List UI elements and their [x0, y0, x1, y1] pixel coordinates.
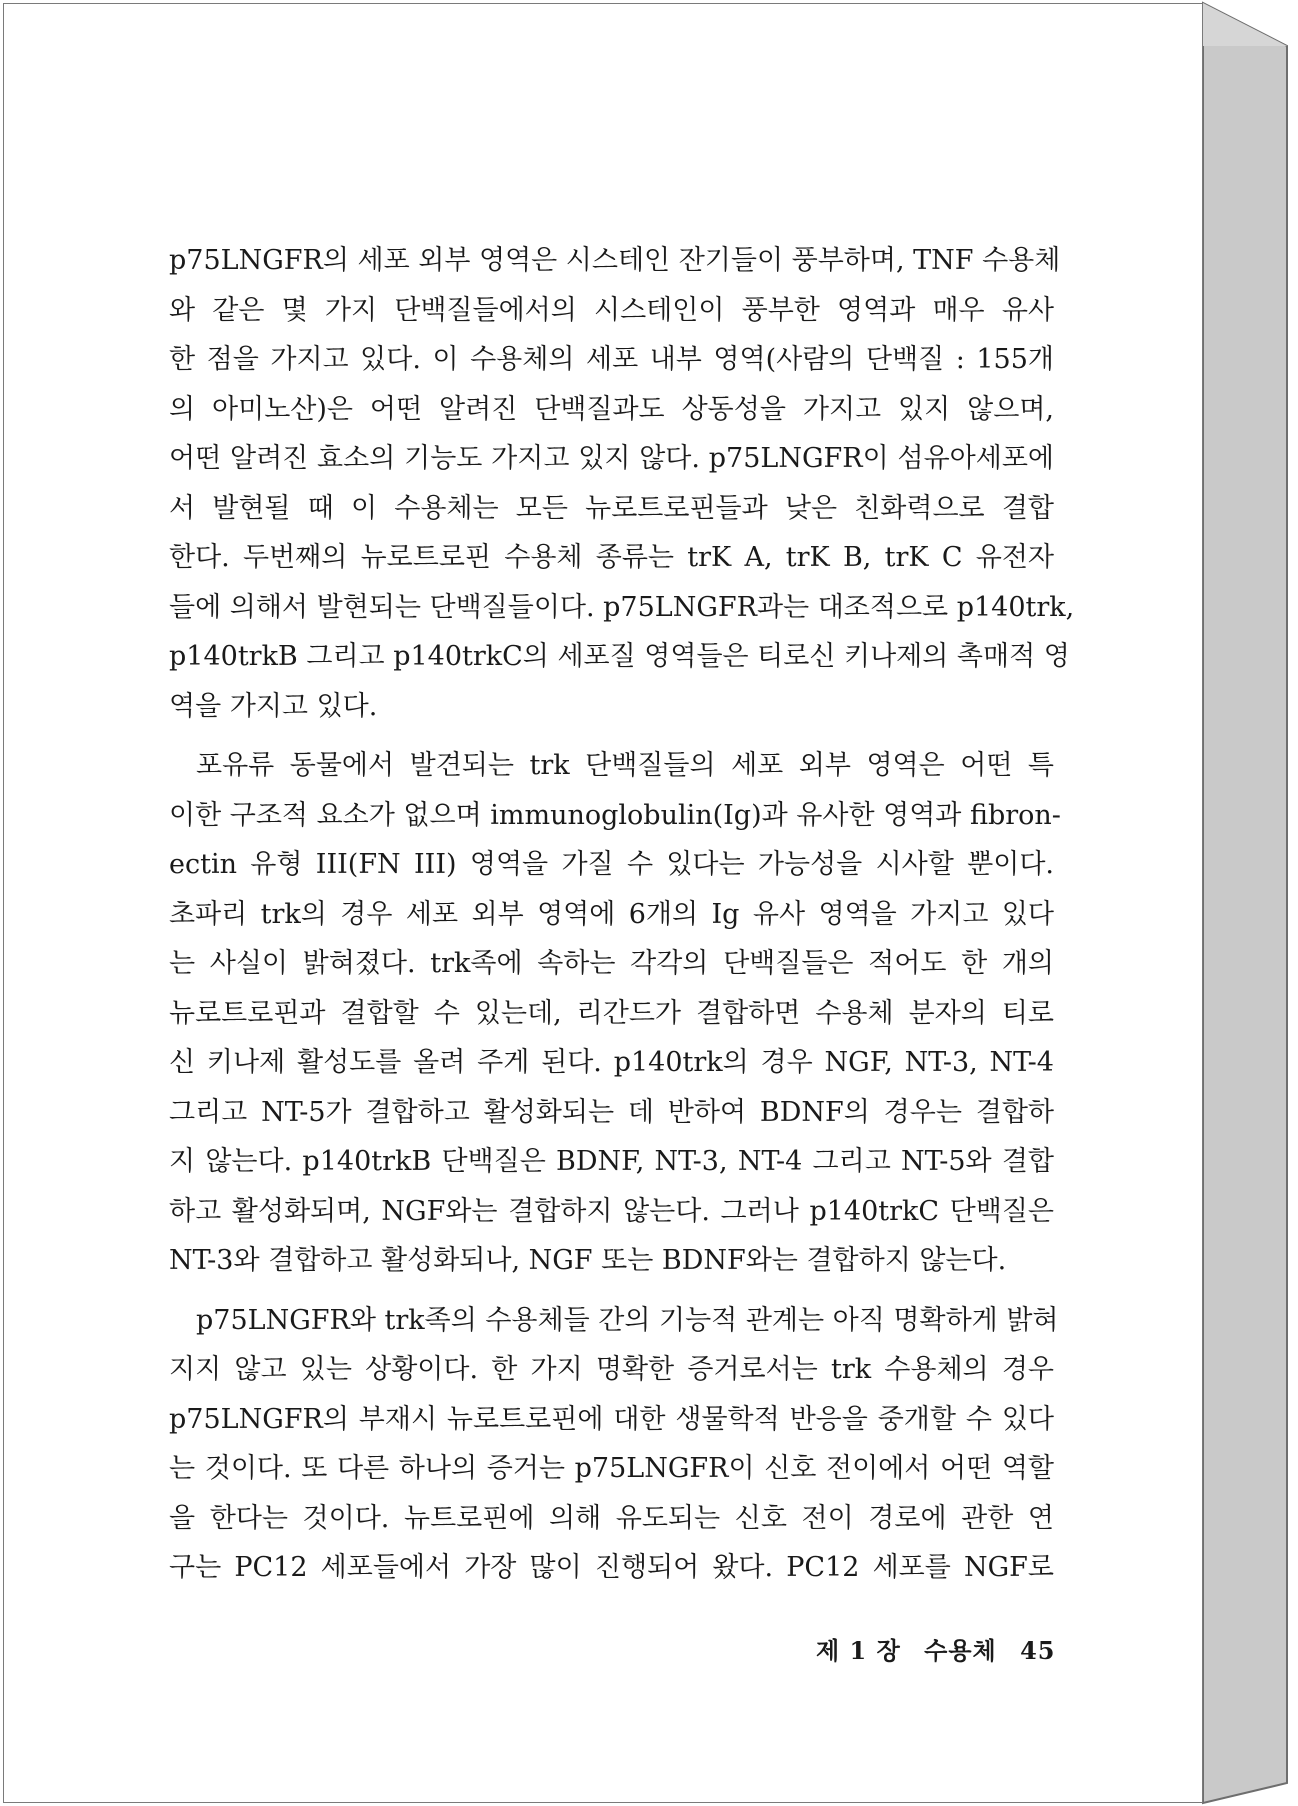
- text-line: 지지 않고 있는 상황이다. 한 가지 명확한 증거로서는 trk 수용체의 경우: [169, 1354, 1054, 1385]
- text-line: 이한 구조적 요소가 없으며 immunoglobulin(Ig)과 유사한 영역과 fibron-: [169, 799, 1061, 831]
- text-line: 와 같은 몇 가지 단백질들에서의 시스테인이 풍부한 영역과 매우 유사: [169, 294, 1054, 326]
- text-line: p75LNGFR의 부재시 뉴로트로핀에 대한 생물학적 반응을 중개할 수 있다: [169, 1403, 1054, 1435]
- page-body: [169, 236, 1075, 1603]
- text-line: 한다. 두번째의 뉴로트로핀 수용체 종류는 trK A, trK B, trK C 유전자: [169, 542, 1054, 573]
- text-line: p75LNGFR의 세포 외부 영역은 시스테인 잔기들이 풍부하며, TNF 수용체: [169, 245, 1061, 276]
- text-line: 그리고 NT-5가 결합하고 활성화되는 데 반하여 BDNF의 경우는 결합하: [169, 1096, 1054, 1128]
- text-line: NT-3와 결합하고 활성화되나, NGF 또는 BDNF와는 결합하지 않는다.: [169, 1245, 1007, 1276]
- text-line: 는 사실이 밝혀졌다. trk족에 속하는 각각의 단백질들은 적어도 한 개의: [169, 948, 1054, 979]
- text-line: 한 점을 가지고 있다. 이 수용체의 세포 내부 영역(사람의 단백질 : 155개: [169, 344, 1054, 375]
- text-line: ectin 유형 III(FN III) 영역을 가질 수 있다는 가능성을 시사할 뿐이다.: [169, 849, 1054, 880]
- paragraph-2: [169, 741, 1061, 1286]
- page-number: 45: [1020, 1636, 1056, 1665]
- page-footer: [816, 1631, 1069, 1666]
- text-line: 신 키나제 활성도를 올려 주게 된다. p140trk의 경우 NGF, NT-3, NT-4: [169, 1047, 1054, 1078]
- text-line: 어떤 알려진 효소의 기능도 가지고 있지 않다. p75LNGFR이 섬유아세포에: [169, 443, 1054, 474]
- text-line: 구는 PC12 세포들에서 가장 많이 진행되어 왔다. PC12 세포를 NGF로: [169, 1552, 1054, 1583]
- text-line: 역을 가지고 있다.: [169, 690, 378, 722]
- paragraph-3: [169, 1296, 1059, 1593]
- book-page: [3, 3, 1203, 1803]
- text-line: 들에 의해서 발현되는 단백질들이다. p75LNGFR과는 대조적으로 p140trk,: [169, 591, 1075, 623]
- text-line: 뉴로트로핀과 결합할 수 있는데, 리간드가 결합하면 수용체 분자의 티로: [169, 997, 1054, 1029]
- paragraph-1: [169, 236, 1075, 731]
- text-line: 초파리 trk의 경우 세포 외부 영역에 6개의 Ig 유사 영역을 가지고 있다: [169, 898, 1054, 930]
- text-line: 을 한다는 것이다. 뉴트로핀에 의해 유도되는 신호 전이 경로에 관한 연: [169, 1502, 1054, 1534]
- text-line: 포유류 동물에서 발견되는 trk 단백질들의 세포 외부 영역은 어떤 특: [196, 750, 1054, 781]
- chapter-title: 수용체: [924, 1636, 997, 1665]
- text-line: 의 아미노산)은 어떤 알려진 단백질과도 상동성을 가지고 있지 않으며,: [169, 393, 1054, 425]
- text-line: 는 것이다. 또 다른 하나의 증거는 p75LNGFR이 신호 전이에서 어떤 역할: [169, 1453, 1054, 1484]
- text-line: p75LNGFR와 trk족의 수용체들 간의 기능적 관계는 아직 명확하게 밝혀: [196, 1304, 1059, 1336]
- text-line: 서 발현될 때 이 수용체는 모든 뉴로트로핀들과 낮은 친화력으로 결합: [169, 492, 1054, 524]
- chapter-label: 제 1 장: [816, 1636, 901, 1665]
- text-line: 지 않는다. p140trkB 단백질은 BDNF, NT-3, NT-4 그리고 NT-5와 결합: [169, 1146, 1054, 1177]
- text-line: 하고 활성화되며, NGF와는 결합하지 않는다. 그러나 p140trkC 단백질은: [169, 1195, 1054, 1227]
- text-line: p140trkB 그리고 p140trkC의 세포질 영역들은 티로신 키나제의 촉매적 영: [169, 641, 1070, 672]
